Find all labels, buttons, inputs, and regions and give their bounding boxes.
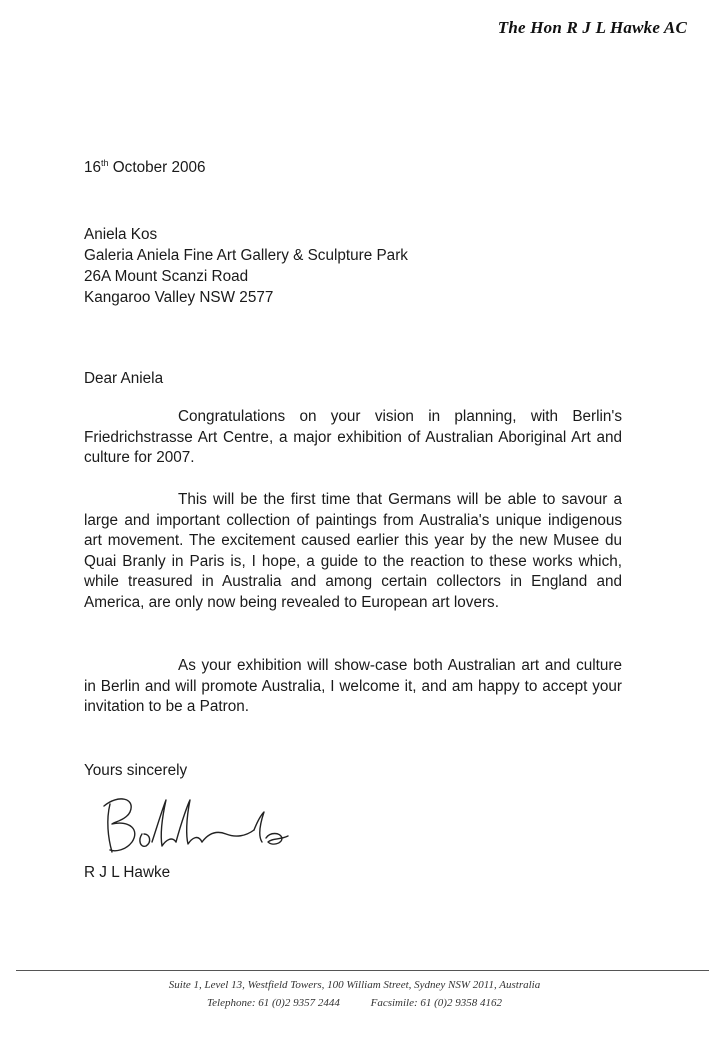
salutation: Dear Aniela bbox=[84, 370, 164, 387]
date-suffix: th bbox=[101, 157, 109, 168]
footer-telephone: Telephone: 61 (0)2 9357 2444 bbox=[207, 997, 340, 1009]
paragraph-3: As your exhibition will show-case both Australian art and culture in Berlin and will promote Australia, I welcome it, and am happy to accept your invitation to be a Patron. bbox=[84, 657, 622, 716]
footer-divider bbox=[16, 970, 709, 971]
recipient-locality: Kangaroo Valley NSW 2577 bbox=[84, 289, 274, 306]
paragraph-1: Congratulations on your vision in planning, with Berlin's Friedrichstrasse Art Centre, a major exhibition of Australian Aboriginal Art and culture for 2007. bbox=[84, 408, 622, 467]
signature-icon bbox=[96, 790, 306, 860]
footer-facsimile: Facsimile: 61 (0)2 9358 4162 bbox=[370, 997, 502, 1009]
closing: Yours sincerely bbox=[84, 762, 188, 779]
recipient-name: Aniela Kos bbox=[84, 226, 158, 243]
recipient-street: 26A Mount Scanzi Road bbox=[84, 268, 249, 285]
date-day: 16 bbox=[84, 159, 102, 176]
footer-address: Suite 1, Level 13, Westfield Towers, 100 William Street, Sydney NSW 2011, Australia bbox=[168, 979, 541, 991]
letterhead-name: The Hon R J L Hawke AC bbox=[497, 18, 687, 37]
date-rest: October 2006 bbox=[108, 159, 206, 176]
signer-name: R J L Hawke bbox=[84, 864, 171, 881]
recipient-organisation: Galeria Aniela Fine Art Gallery & Sculpture Park bbox=[84, 247, 408, 264]
recipient-address bbox=[84, 224, 408, 308]
footer-contacts bbox=[0, 997, 709, 1009]
paragraph-2: This will be the first time that Germans will be able to savour a large and important collection of paintings from Australia's unique indigenous art movement. The excitement caused earlier this year by the new Musee du Quai Branly in Paris is, I hope, a guide to the reaction to these works which, while treasured in Australia and among certain collectors in England and America, are only now being revealed to European art lovers. bbox=[84, 491, 622, 611]
letter-date bbox=[84, 159, 205, 177]
